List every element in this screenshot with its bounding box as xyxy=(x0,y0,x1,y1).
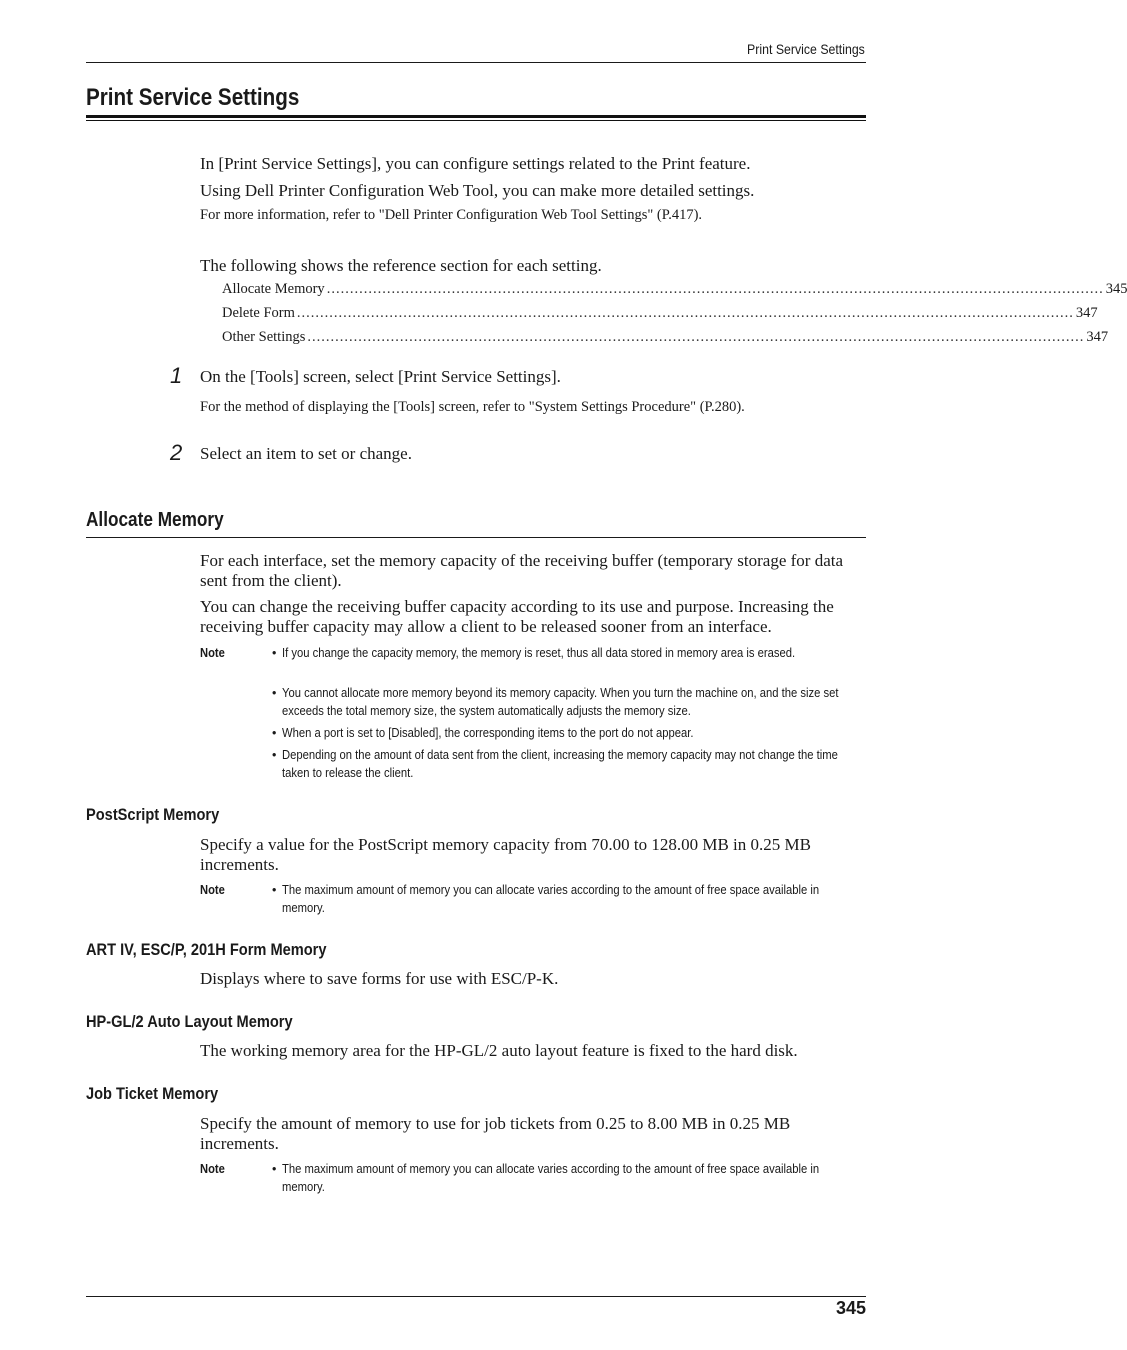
title-rule-thin xyxy=(86,120,866,121)
toc-label: Delete Form xyxy=(222,305,295,321)
toc-page: 347 xyxy=(1075,305,1098,321)
note-item xyxy=(272,724,862,742)
running-header: Print Service Settings xyxy=(747,41,865,57)
bullet-icon: • xyxy=(272,1162,277,1176)
intro-paragraph-2: Using Dell Printer Configuration Web Tool, you can make more detailed settings. xyxy=(200,181,755,200)
bullet-icon: • xyxy=(272,646,277,660)
art-heading: ART IV, ESC/P, 201H Form Memory xyxy=(86,940,327,959)
toc-entry-delete-form[interactable] xyxy=(222,305,1098,323)
toc-leader: ........................................................................................................................................................................ xyxy=(296,305,1074,321)
allocate-memory-heading: Allocate Memory xyxy=(86,509,224,531)
note-item xyxy=(272,746,862,782)
title-rule-thick xyxy=(86,115,866,118)
step-text: On the [Tools] screen, select [Print Service Settings]. xyxy=(200,367,561,386)
page-title: Print Service Settings xyxy=(86,84,300,111)
note-text: Depending on the amount of data sent from the client, increasing the memory capacity may not change the time taken to release the client. xyxy=(282,748,838,780)
footer-rule xyxy=(86,1296,866,1297)
art-text: Displays where to save forms for use with ESC/P-K. xyxy=(200,969,559,988)
step-number: 1 xyxy=(170,363,183,388)
toc-label: Allocate Memory xyxy=(222,281,325,297)
job-ticket-heading: Job Ticket Memory xyxy=(86,1084,219,1103)
toc-page: 347 xyxy=(1086,329,1109,345)
note-item xyxy=(272,1160,862,1196)
page-number: 345 xyxy=(835,1298,866,1318)
note-label: Note xyxy=(200,882,225,897)
toc-page: 345 xyxy=(1105,281,1127,297)
job-ticket-text: Specify the amount of memory to use for job tickets from 0.25 to 8.00 MB in 0.25 MB increments. xyxy=(200,1114,791,1153)
hpgl-text: The working memory area for the HP-GL/2 auto layout feature is fixed to the hard disk. xyxy=(200,1041,798,1060)
note-item xyxy=(272,684,862,720)
more-info-text: For more information, refer to "Dell Printer Configuration Web Tool Settings" (P.417). xyxy=(200,207,703,223)
hpgl-heading: HP-GL/2 Auto Layout Memory xyxy=(86,1012,293,1031)
step-subtext: For the method of displaying the [Tools] screen, refer to "System Settings Procedure" (P.280). xyxy=(200,399,745,415)
note-text: If you change the capacity memory, the memory is reset, thus all data stored in memory area is erased. xyxy=(282,646,796,660)
toc-leader: ........................................................................................................................................................................ xyxy=(326,281,1104,297)
bullet-icon: • xyxy=(272,726,277,740)
note-item xyxy=(272,644,862,662)
note-label: Note xyxy=(200,1161,225,1176)
bullet-icon: • xyxy=(272,686,277,700)
postscript-text: Specify a value for the PostScript memory capacity from 70.00 to 128.00 MB in 0.25 MB increments. xyxy=(200,835,811,874)
note-text: You cannot allocate more memory beyond its memory capacity. When you turn the machine on, and the size set exceeds the total memory size, the system automatically adjusts the memory size. xyxy=(282,686,839,718)
step-text: Select an item to set or change. xyxy=(200,444,412,463)
note-text: The maximum amount of memory you can allocate varies according to the amount of free space available in memory. xyxy=(282,883,820,915)
allocate-paragraph-1: For each interface, set the memory capacity of the receiving buffer (temporary storage for data sent from the client). xyxy=(200,551,844,590)
intro-paragraph-1: In [Print Service Settings], you can configure settings related to the Print feature. xyxy=(200,154,751,173)
toc-leader: ........................................................................................................................................................................ xyxy=(307,329,1085,345)
header-rule xyxy=(86,62,866,63)
allocate-paragraph-2: You can change the receiving buffer capacity according to its use and purpose. Increasing the receiving buffer capacity may allow a client to be released sooner from an interface. xyxy=(200,597,834,636)
note-text: When a port is set to [Disabled], the corresponding items to the port do not appear. xyxy=(282,726,694,740)
bullet-icon: • xyxy=(272,748,277,762)
note-label: Note xyxy=(200,645,225,660)
step-number: 2 xyxy=(170,440,183,465)
toc-entry-allocate-memory[interactable] xyxy=(222,281,1127,299)
toc-entry-other-settings[interactable] xyxy=(222,329,1109,347)
bullet-icon: • xyxy=(272,883,277,897)
note-text: The maximum amount of memory you can allocate varies according to the amount of free space available in memory. xyxy=(282,1162,820,1194)
postscript-heading: PostScript Memory xyxy=(86,805,220,824)
toc-label: Other Settings xyxy=(222,329,306,345)
toc-intro: The following shows the reference section for each setting. xyxy=(200,256,602,275)
note-item xyxy=(272,881,862,917)
section-rule xyxy=(86,537,866,538)
